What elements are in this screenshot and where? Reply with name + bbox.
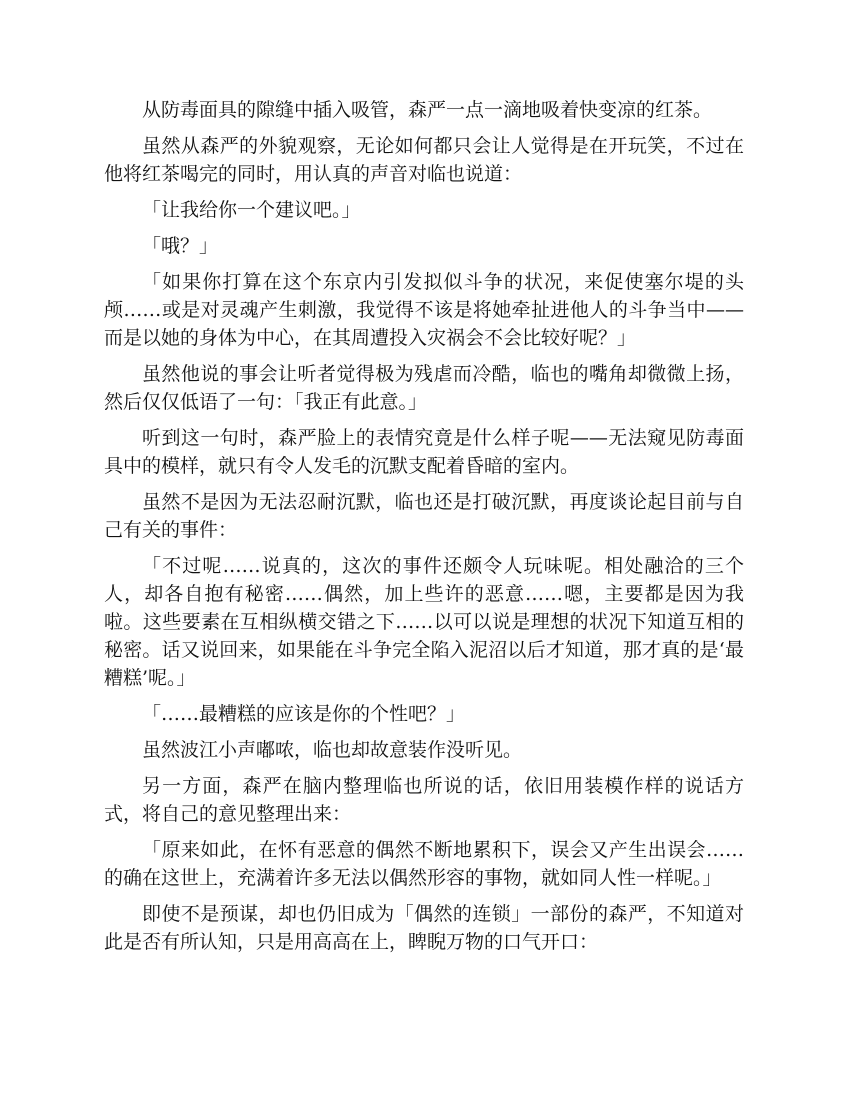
dialogue-paragraph: 「不过呢……说真的，这次的事件还颇令人玩味呢。相处融洽的三个人，却各自抱有秘密……偶然，加上些许的恶意……嗯，主要都是因为我啦。这些要素在互相纵横交错之下……以可以说是理想的状况下知道互相的秘密。话又说回来，如果能在斗争完全陷入泥沼以后才知道，那才真的是‘最糟糕’呢。」: [104, 555, 744, 689]
paragraph: 虽然他说的事会让听者觉得极为残虐而冷酷，临也的嘴角却微微上扬，然后仅仅低语了一句：「我正有此意。」: [104, 363, 744, 413]
dialogue-paragraph: 「原来如此，在怀有恶意的偶然不断地累积下，误会又产生出误会……的确在这世上，充满着许多无法以偶然形容的事物，就如同人性一样呢。」: [104, 839, 744, 889]
paragraph: 虽然不是因为无法忍耐沉默，临也还是打破沉默，再度谈论起目前与自己有关的事件：: [104, 491, 744, 541]
paragraph: 另一方面，森严在脑内整理临也所说的话，依旧用装模作样的说话方式，将自己的意见整理出来：: [104, 775, 744, 825]
paragraph: 即使不是预谋，却也仍旧成为「偶然的连锁」一部份的森严，不知道对此是否有所认知，只是用高高在上，睥睨万物的口气开口：: [104, 903, 744, 953]
dialogue-paragraph: 「让我给你一个建议吧。」: [142, 199, 361, 221]
paragraph: 虽然从森严的外貌观察，无论如何都只会让人觉得是在开玩笑，不过在他将红茶喝完的同时，用认真的声音对临也说道：: [104, 135, 744, 185]
dialogue-paragraph: 「哦？」: [142, 235, 219, 257]
dialogue-paragraph: 「如果你打算在这个东京内引发拟似斗争的状况，来促使塞尔堤的头颅……或是对灵魂产生刺激，我觉得不该是将她牵扯进他人的斗争当中——而是以她的身体为中心，在其周遭投入灾祸会不会比较好呢？」: [104, 271, 744, 349]
body-text: [104, 96, 744, 964]
paragraph: 听到这一句时，森严脸上的表情究竟是什么样子呢——无法窥见防毒面具中的模样，就只有令人发毛的沉默支配着昏暗的室内。: [104, 427, 744, 477]
paragraph: 虽然波江小声嘟哝，临也却故意装作没听见。: [142, 739, 523, 761]
paragraph: 从防毒面具的隙缝中插入吸管，森严一点一滴地吸着快变凉的红茶。: [142, 99, 713, 121]
dialogue-paragraph: 「……最糟糕的应该是你的个性吧？」: [142, 703, 466, 725]
